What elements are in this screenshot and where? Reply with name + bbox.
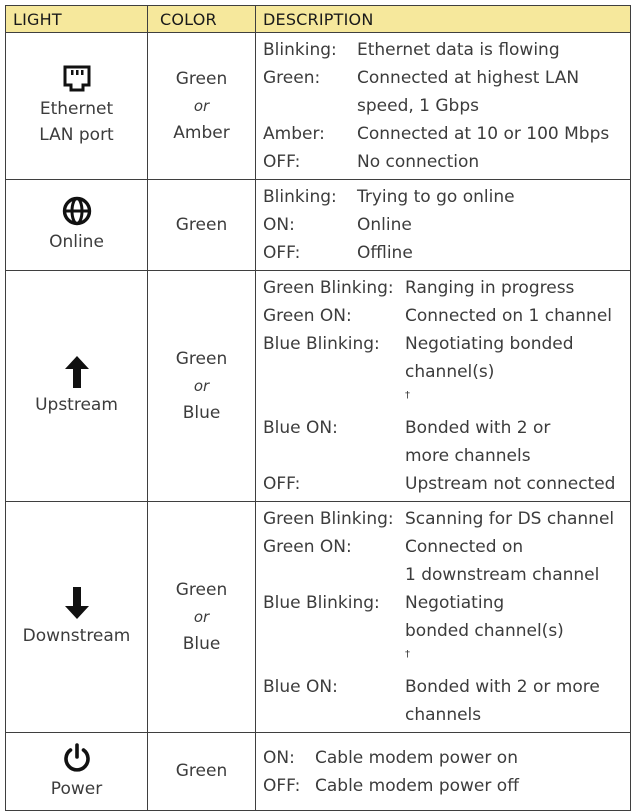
light-cell [6,271,148,502]
color-cell [148,33,256,180]
state-text: Upstream not connected [405,474,616,494]
light-name: Power [50,778,103,799]
state-label: OFF: [263,474,301,494]
state-text: Ranging in progress [405,278,575,298]
state-text: No connection [357,152,480,172]
state-text: Trying to go online [357,187,515,207]
state-text: Connected on 1 channel [405,306,613,326]
header-description: DESCRIPTION [256,6,631,33]
state-label: OFF: [263,152,301,172]
description-list [263,183,626,267]
state-text: Offline [357,243,413,263]
description-list [263,744,626,800]
dagger-footnote: † [405,390,410,401]
table-row-downstream [6,502,631,733]
table-row-online [6,180,631,271]
light-cell [6,502,148,733]
state-label: ON: [263,747,295,768]
color-value: Amber [173,122,230,143]
power-icon [61,742,93,774]
light-name: Upstream [35,395,118,415]
state-label: Green ON: [263,306,352,326]
dagger-footnote: † [405,649,410,660]
color-cell [148,502,256,733]
state-label: Blue Blinking: [263,593,380,613]
color-cell [148,180,256,271]
state-label: Blinking: [263,187,337,207]
state-label: Blinking: [263,40,337,60]
state-text: Scanning for DS channel [405,509,615,529]
state-label: Blue Blinking: [263,334,380,354]
description-list [263,505,626,729]
description-cell [256,180,631,271]
table-row-upstream [6,271,631,502]
state-label: Amber: [263,124,325,144]
color-or: or [193,607,210,626]
state-text: Negotiating bonded channel(s) † [405,593,564,660]
color-value: Blue [182,402,221,423]
state-label: Blue ON: [263,418,338,438]
led-status-table [5,5,631,811]
table-row-power [6,733,631,811]
light-cell [6,733,148,811]
header-color: COLOR [148,6,256,33]
state-label: Green Blinking: [263,278,394,298]
state-text: Bonded with 2 or more channels [405,677,600,725]
state-label: Blue ON: [263,677,338,697]
state-label: OFF: [263,243,301,263]
light-name: Ethernet [39,99,114,119]
description-list [263,36,626,176]
light-name: Downstream [22,626,131,646]
state-label: Green ON: [263,537,352,557]
table-row-ethernet [6,33,631,180]
header-row [6,6,631,33]
color-value: Green [175,761,228,781]
color-cell [148,733,256,811]
light-cell [6,33,148,180]
state-text: Ethernet data is flowing [357,40,560,60]
arrow-up-icon [63,354,91,390]
state-label: ON: [263,215,295,235]
description-cell [256,733,631,811]
state-text: Cable modem power off [315,775,519,796]
color-value: Green [175,348,228,369]
ethernet-port-icon [62,64,92,94]
color-or: or [193,96,210,115]
state-text: Connected at highest LAN speed, 1 Gbps [357,68,580,116]
description-cell [256,33,631,180]
color-value: Blue [182,633,221,654]
state-label: Green: [263,68,321,88]
state-text: Connected on 1 downstream channel [405,537,600,585]
globe-icon [61,195,93,227]
state-label: Green Blinking: [263,509,394,529]
description-cell [256,271,631,502]
state-text: Bonded with 2 or more channels [405,418,551,466]
state-text: Cable modem power on [315,747,518,768]
color-value: Green [175,68,228,89]
light-name: Online [49,232,104,252]
color-value: Green [175,214,228,235]
color-value: Green [175,579,228,600]
state-text: Online [357,215,412,235]
arrow-down-icon [63,585,91,621]
color-or: or [193,376,210,395]
description-cell [256,502,631,733]
header-light: LIGHT [6,6,148,33]
color-cell [148,271,256,502]
state-label: OFF: [263,775,301,796]
light-name: LAN port [39,125,114,145]
description-list [263,274,626,498]
light-cell [6,180,148,271]
state-text: Connected at 10 or 100 Mbps [357,124,610,144]
state-text: Negotiating bonded channel(s) † [405,334,574,401]
